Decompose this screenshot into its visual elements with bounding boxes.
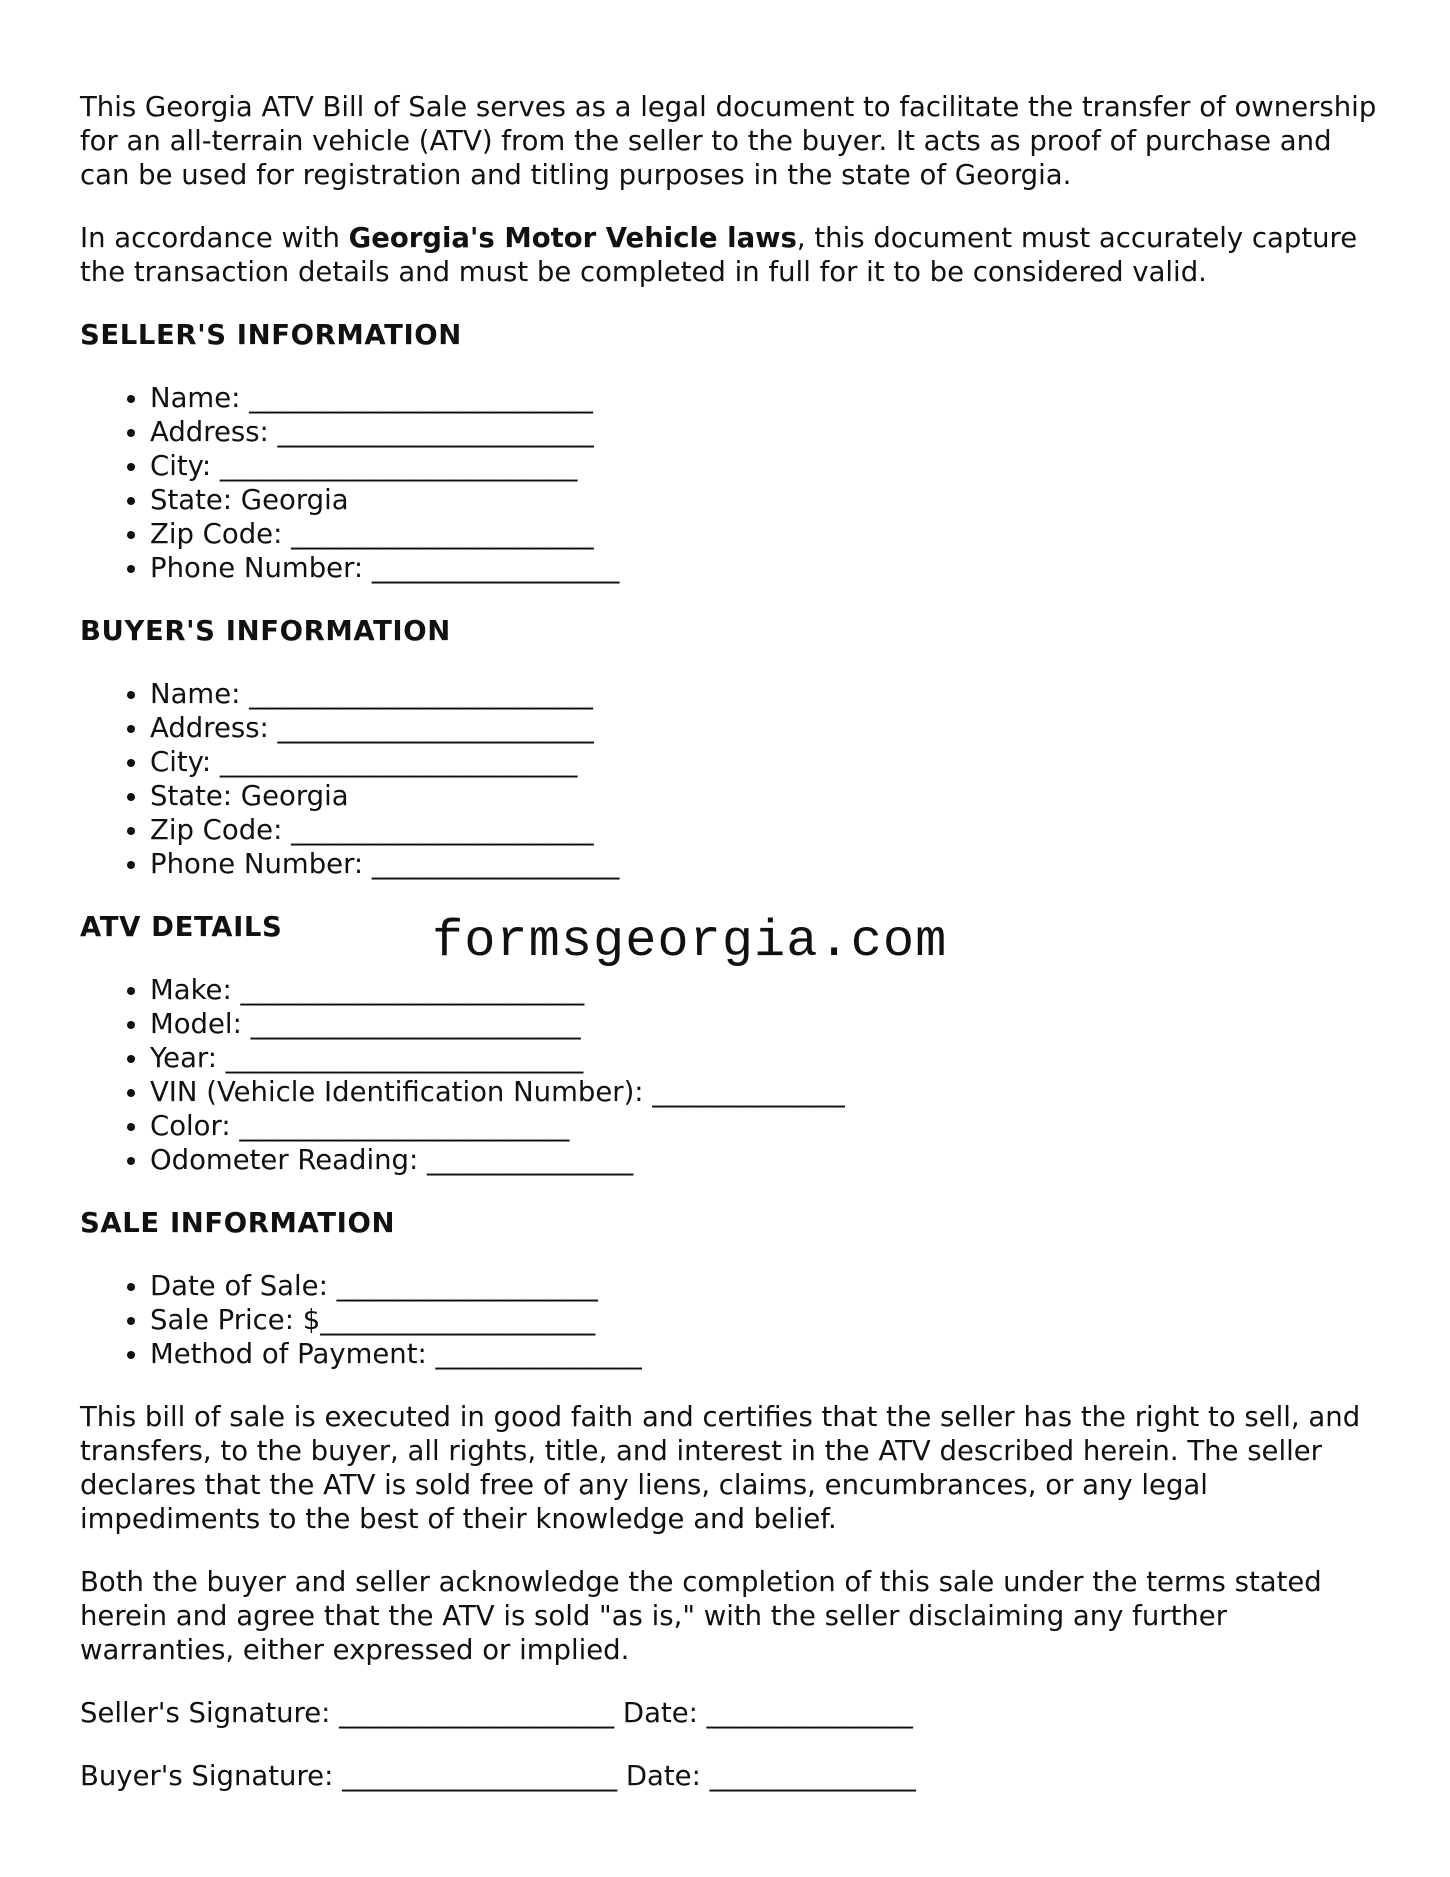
buyer-address-field[interactable]: • Address: _______________________ <box>150 711 1380 745</box>
certification-paragraph: This bill of sale is executed in good faith and certifies that the seller has the right to sell, and transfers, to the buyer, all rights, title, and interest in the ATV described herein. The seller declares that the ATV is sold free of any liens, claims, encumbrances, or any legal impediments to the best of their knowledge and belief. <box>80 1401 1361 1535</box>
seller-zip-field[interactable]: • Zip Code: ______________________ <box>150 517 1380 551</box>
buyer-city-field[interactable]: • City: __________________________ <box>150 745 1380 779</box>
sale-date-field[interactable]: • Date of Sale: ___________________ <box>150 1269 1380 1303</box>
seller-heading: SELLER'S INFORMATION <box>80 319 462 351</box>
buyer-heading: BUYER'S INFORMATION <box>80 615 451 647</box>
atv-make-field[interactable]: • Make: _________________________ <box>150 973 1380 1007</box>
buyer-zip-field[interactable]: • Zip Code: ______________________ <box>150 813 1380 847</box>
seller-address-field[interactable]: • Address: _______________________ <box>150 415 1380 449</box>
payment-method-field[interactable]: • Method of Payment: _______________ <box>150 1337 1380 1371</box>
legal-notice-prefix: In accordance with <box>80 222 349 254</box>
atv-odometer-field[interactable]: • Odometer Reading: _______________ <box>150 1143 1380 1177</box>
site-watermark: formsgeorgia.com <box>432 912 948 971</box>
sale-fields <box>80 1269 1380 1371</box>
buyer-signature-line[interactable]: Buyer's Signature: ____________________ Date: _______________ <box>80 1760 916 1792</box>
intro-paragraph: This Georgia ATV Bill of Sale serves as a legal document to facilitate the transfer of ownership for an all-terrain vehicle (ATV) from the seller to the buyer. It acts as proof of purchase and can be used for registration and titling purposes in the state of Georgia. <box>80 91 1377 191</box>
sale-heading: SALE INFORMATION <box>80 1207 396 1239</box>
legal-notice-suffix: , this document must accurately capture the transaction details and must be completed in full for it to be considered valid. <box>80 222 1358 288</box>
legal-notice-paragraph <box>80 221 1380 289</box>
buyer-name-field[interactable]: • Name: _________________________ <box>150 677 1380 711</box>
buyer-phone-field[interactable]: • Phone Number: __________________ <box>150 847 1380 881</box>
atv-vin-field[interactable]: • VIN (Vehicle Identification Number): ______________ <box>150 1075 1380 1109</box>
seller-name-field[interactable]: • Name: _________________________ <box>150 381 1380 415</box>
atv-color-field[interactable]: • Color: ________________________ <box>150 1109 1380 1143</box>
legal-notice-bold: Georgia's Motor Vehicle laws <box>348 222 797 254</box>
atv-heading: ATV DETAILS <box>80 911 283 943</box>
sale-price-field[interactable]: • Sale Price: $____________________ <box>150 1303 1380 1337</box>
atv-year-field[interactable]: • Year: __________________________ <box>150 1041 1380 1075</box>
acknowledgement-paragraph: Both the buyer and seller acknowledge the completion of this sale under the terms stated herein and agree that the ATV is sold "as is," with the seller disclaiming any further warranties, either expressed or implied. <box>80 1566 1322 1666</box>
atv-fields <box>80 973 1380 1177</box>
buyer-fields <box>80 677 1380 881</box>
seller-city-field[interactable]: • City: __________________________ <box>150 449 1380 483</box>
buyer-state-field: • State: Georgia <box>150 779 1380 813</box>
seller-state-field: • State: Georgia <box>150 483 1380 517</box>
atv-model-field[interactable]: • Model: ________________________ <box>150 1007 1380 1041</box>
seller-phone-field[interactable]: • Phone Number: __________________ <box>150 551 1380 585</box>
seller-signature-line[interactable]: Seller's Signature: ____________________ Date: _______________ <box>80 1697 913 1729</box>
seller-fields <box>80 381 1380 585</box>
